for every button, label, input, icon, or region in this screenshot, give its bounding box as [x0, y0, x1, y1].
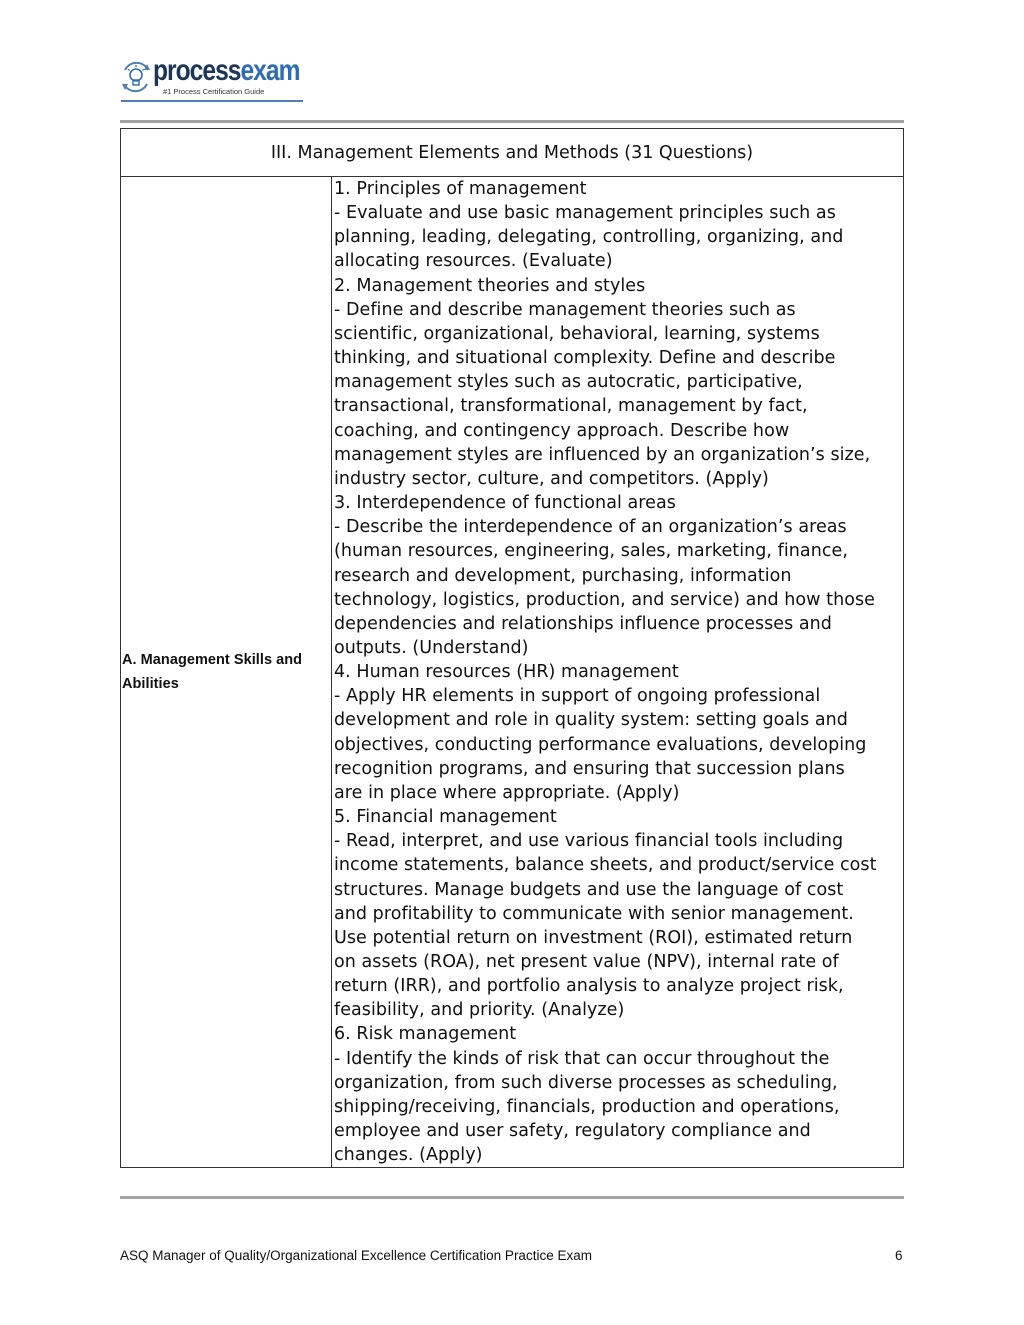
detail-line: feasibility, and priority. (Analyze)	[334, 1000, 625, 1021]
detail-line: coaching, and contingency approach. Describe how	[334, 420, 790, 441]
detail-line: management styles are influenced by an organization’s size,	[334, 444, 871, 465]
detail-line: changes. (Apply)	[334, 1145, 483, 1166]
topic-name-cell	[121, 177, 332, 1168]
detail-line: transactional, transformational, management by fact,	[334, 396, 808, 417]
detail-line: return (IRR), and portfolio analysis to analyze project risk,	[334, 976, 844, 997]
lightbulb-cycle-icon	[119, 60, 153, 94]
detail-line: employee and user safety, regulatory compliance and	[334, 1121, 811, 1142]
logo-word-exam: exam	[240, 54, 300, 87]
detail-line: on assets (ROA), net present value (NPV), internal rate of	[334, 952, 839, 972]
detail-line: structures. Manage budgets and use the language of cost	[334, 879, 844, 900]
detail-line: allocating resources. (Evaluate)	[334, 251, 613, 272]
topic-name-line: A. Management Skills and	[122, 652, 303, 669]
detail-line: thinking, and situational complexity. Define and describe	[334, 348, 836, 369]
detail-line: Use potential return on investment (ROI), estimated return	[334, 927, 853, 948]
detail-line: scientific, organizational, behavioral, learning, systems	[334, 323, 820, 344]
topic-name-line: Abilities	[122, 676, 179, 693]
detail-line: planning, leading, delegating, controlling, organizing, and	[334, 227, 844, 248]
logo-tagline: #1 Process Certification Guide	[163, 87, 265, 96]
detail-line: dependencies and relationships influence processes and	[334, 613, 832, 634]
detail-line: - Define and describe management theories such as	[334, 299, 796, 320]
logo-word-process: process	[153, 54, 241, 87]
subtopic-heading: 5. Financial management	[334, 807, 557, 828]
section-title: III. Management Elements and Methods (31 Questions)	[121, 129, 904, 177]
detail-line: (human resources, engineering, sales, marketing, finance,	[334, 541, 848, 562]
footer-divider	[120, 1196, 904, 1199]
detail-line: recognition programs, and ensuring that succession plans	[334, 758, 845, 779]
processexam-logo	[119, 54, 305, 104]
detail-line: are in place where appropriate. (Apply)	[334, 782, 680, 803]
detail-line: - Read, interpret, and use various financial tools including	[334, 831, 844, 852]
subtopic-heading: 2. Management theories and styles	[334, 275, 646, 296]
detail-line: organization, from such diverse processes as scheduling,	[334, 1072, 838, 1093]
subtopic-heading: 3. Interdependence of functional areas	[334, 493, 676, 514]
subtopic-heading: 1. Principles of management	[334, 179, 587, 199]
detail-line: management styles such as autocratic, participative,	[334, 372, 803, 393]
detail-line: industry sector, culture, and competitors. (Apply)	[334, 468, 769, 489]
detail-line: - Identify the kinds of risk that can occur throughout the	[334, 1048, 830, 1069]
page-number: 6	[895, 1248, 903, 1263]
detail-line: research and development, purchasing, information	[334, 565, 792, 586]
detail-line: and profitability to communicate with senior management.	[334, 903, 854, 924]
detail-line: income statements, balance sheets, and product/service cost	[334, 855, 877, 876]
detail-line: technology, logistics, production, and service) and how those	[334, 589, 875, 610]
detail-line: - Describe the interdependence of an organization’s areas	[334, 517, 847, 538]
detail-line: - Evaluate and use basic management principles such as	[334, 203, 836, 224]
header-divider	[120, 120, 904, 123]
detail-line: shipping/receiving, financials, production and operations,	[334, 1096, 840, 1117]
subtopic-heading: 6. Risk management	[334, 1024, 517, 1045]
footer-document-title: ASQ Manager of Quality/Organizational Excellence Certification Practice Exam	[120, 1248, 592, 1263]
detail-line: - Apply HR elements in support of ongoing professional	[334, 686, 821, 707]
logo-underline	[121, 100, 303, 102]
section-header-row	[121, 129, 904, 177]
subtopic-heading: 4. Human resources (HR) management	[334, 662, 679, 683]
detail-line: development and role in quality system: setting goals and	[334, 710, 848, 731]
logo-wordmark	[153, 55, 299, 87]
detail-line: outputs. (Understand)	[334, 637, 529, 658]
topic-row	[121, 177, 904, 1168]
detail-line: objectives, conducting performance evaluations, developing	[334, 734, 867, 755]
syllabus-table	[120, 128, 904, 1168]
topic-details-cell	[332, 177, 904, 1168]
